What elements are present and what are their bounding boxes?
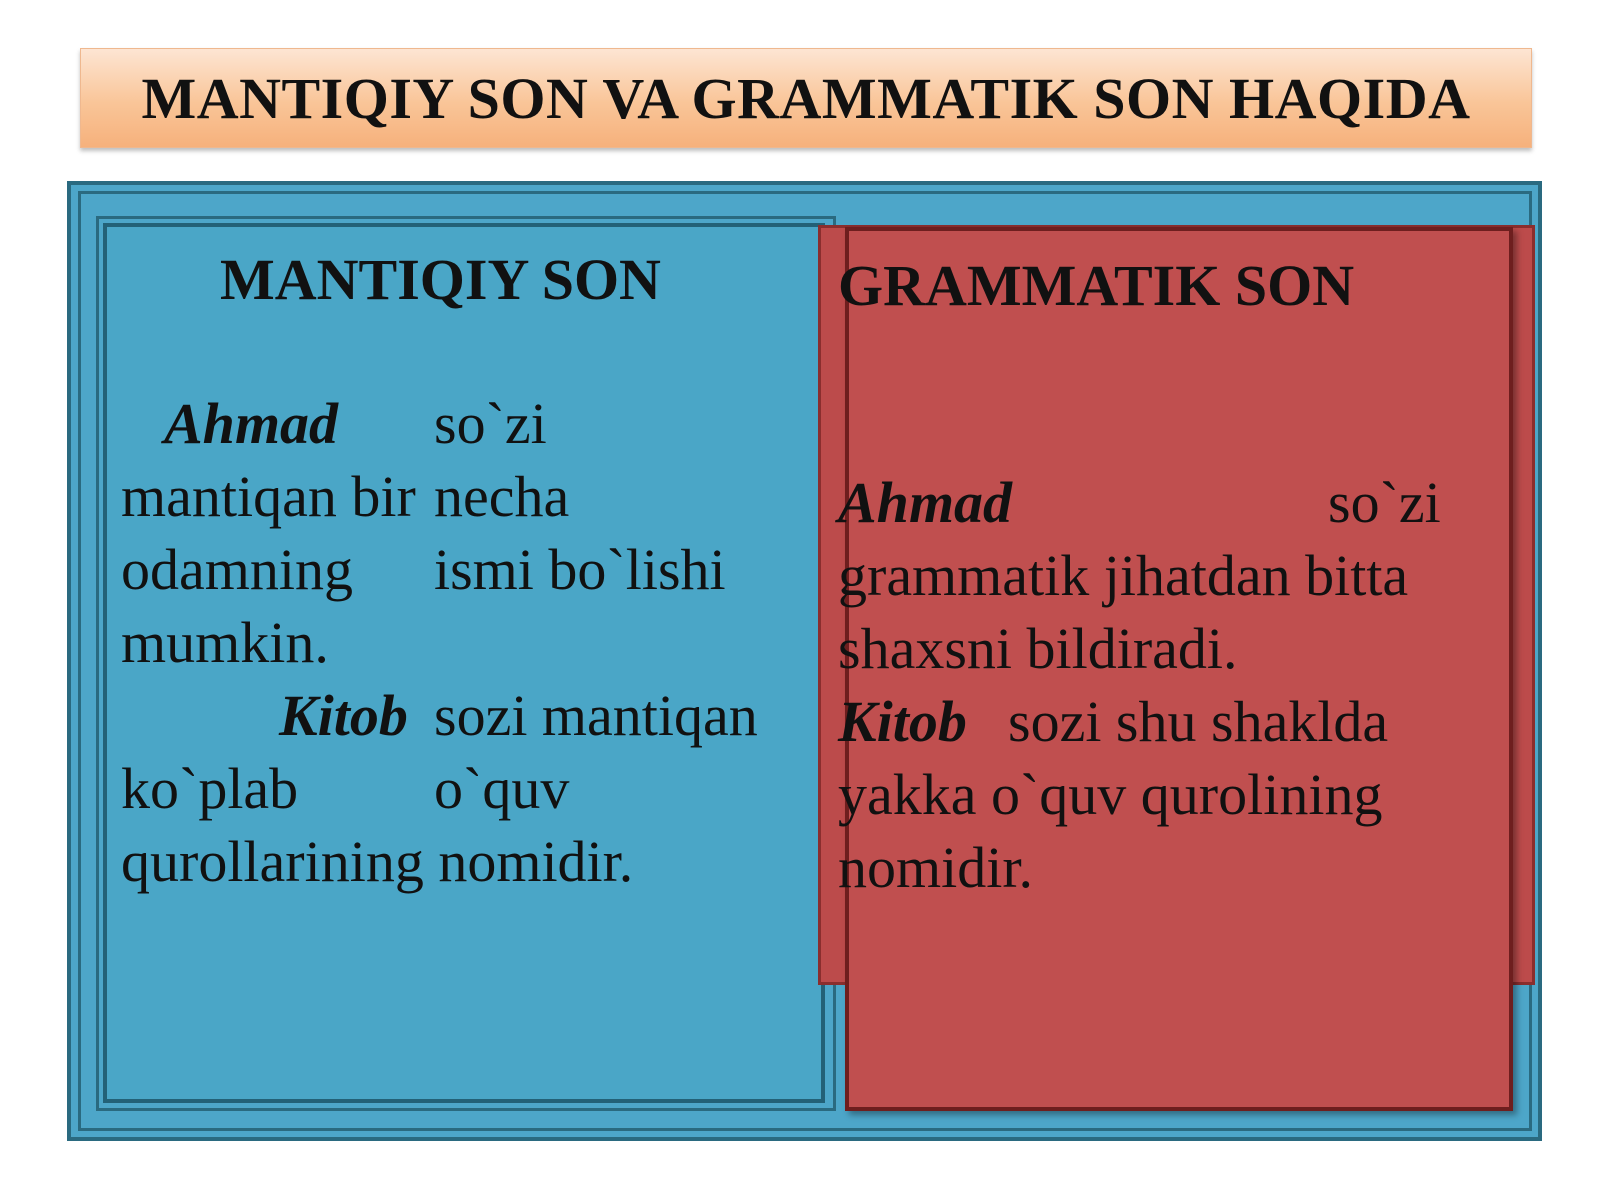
- right-line-2: grammatik jihatdan bitta: [838, 543, 1409, 608]
- left-line-7: qurollarining nomidir.: [121, 829, 634, 894]
- right-line-6: nomidir.: [838, 835, 1033, 900]
- left-line-2-a: mantiqan bir: [121, 464, 416, 529]
- right-line-3: shaxsni bildiradi.: [838, 616, 1238, 681]
- left-line-3-a: odamning: [121, 537, 353, 602]
- right-line-4-keyword: Kitob: [838, 689, 967, 754]
- right-line-1-rest: so`zi: [1328, 470, 1441, 535]
- left-line-1-rest: so`zi: [434, 391, 547, 456]
- right-line-5: yakka o`quv qurolining: [838, 762, 1383, 827]
- left-line-6-a: ko`plab: [121, 756, 299, 821]
- left-line-6-b: o`quv: [434, 756, 570, 821]
- right-line-1-keyword: Ahmad: [838, 470, 1013, 535]
- left-line-5-keyword: Kitob: [279, 683, 408, 748]
- left-line-2-b: necha: [434, 464, 570, 529]
- left-line-1-keyword: Ahmad: [164, 391, 339, 456]
- title-banner: [80, 48, 1532, 148]
- left-panel-heading: MANTIQIY SON: [220, 247, 661, 312]
- slide-title: MANTIQIY SON VA GRAMMATIK SON HAQIDA: [141, 65, 1471, 131]
- right-panel-heading: GRAMMATIK SON: [838, 253, 1355, 318]
- left-line-4: mumkin.: [121, 610, 329, 675]
- left-line-5-rest: sozi mantiqan: [434, 683, 758, 748]
- right-line-4-rest: sozi shu shaklda: [1008, 689, 1389, 754]
- left-line-3-b: ismi bo`lishi: [434, 537, 726, 602]
